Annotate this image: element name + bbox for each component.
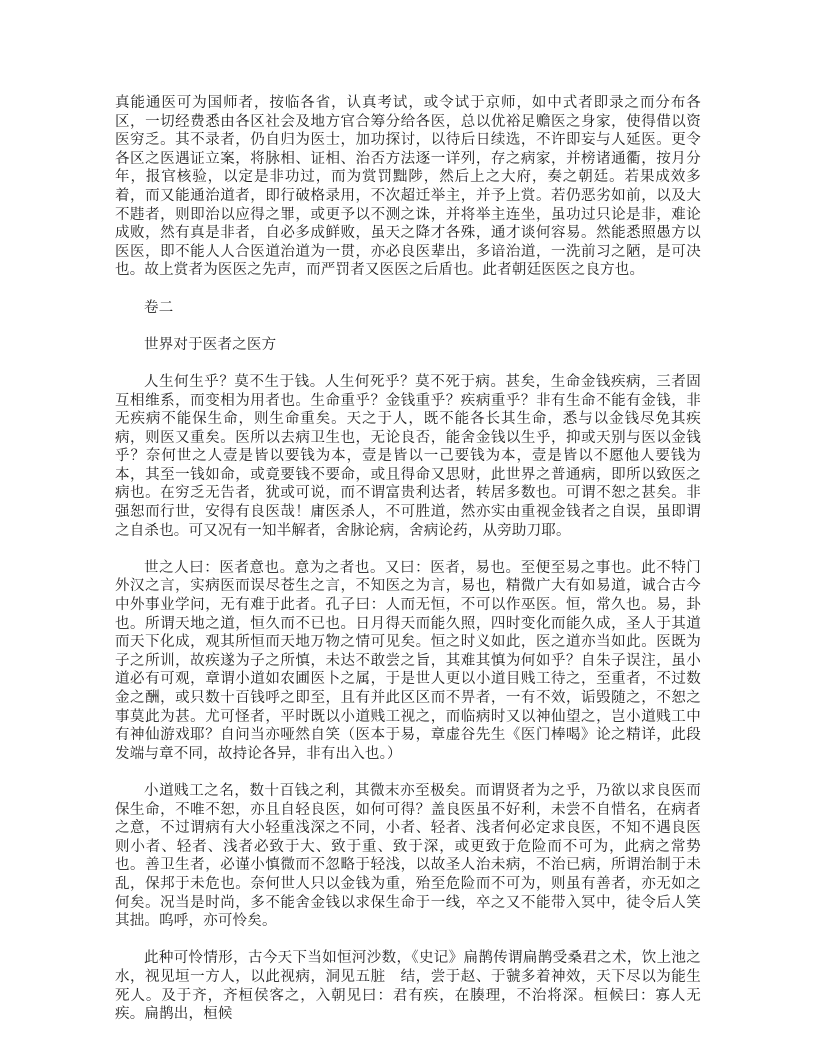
paragraph-court-remedy-continuation: 真能通医可为国师者，按临各省，认真考试，或令试于京师，如中式者即录之而分布各区，一切经费悉由各区社会及地方官合筹分给各医，总以优裕足赡医之身家，使得借以资医穷乏。其不录者，仍自归为医士，加功探讨，以待后日续选，不许即妄与人延医。更令各区之医遇证立案，将脉相、证相、治否方法逐一详列，存之病家，并榜诸通衢，按月分年，报官核验，以定是非功过，而为赏罚黜陟，然后上之大府，奏之朝廷。若果成效多着，而又能通治道者，即行破格录用，不次超迁举主，并予上赏。若仍恶劣如前，以及大不韪者，则即治以应得之罪，或更予以不测之诛，并将举主连坐，虽功过只论是非，难论成败，然有真是非者，自必多成鲜败，虽天之降才各殊，通才谈何容易。然能悉照愚方以医医，即不能人人合医道治道为一贯，亦必良医辈出，多谙治道，一洗前习之陋，是可决也。故上赏者为医医之先声，而严罚者又医医之后盾也。此者朝廷医医之良方也。 (115, 95, 701, 279)
paragraph-life-money-disease: 人生何生乎？莫不生于钱。人生何死乎？莫不死于病。甚矣，生命金钱疾病，三者固互相维系，而变相为用者也。生命重乎？金钱重乎？疾病重乎？非有生命不能有金钱，非无疾病不能保生命，则生命重矣。天之于人，既不能各长其生命，悉与以金钱尽免其疾病，则医又重矣。医所以去病卫生也，无论良否，能舍金钱以生乎，抑或天别与医以金钱乎？奈何世之人壹是皆以要钱为本，壹是皆以一己要钱为本，壹是皆以不愿他人要钱为本，其至一钱如命，或竟要钱不要命，或且得命又思财，此世界之普通病，即所以致医之病也。在穷乏无告者，犹或可说，而不谓富贵利达者，转居多数也。可谓不恕之甚矣。非强恕而行世，安得有良医哉！庸医杀人，不可胜道，然亦实由重视金钱者之自误，虽即谓之自杀也。可又况有一知半解者，舍脉论病，舍病论药，从旁助刀耶。 (115, 373, 701, 539)
paragraph-lowly-trade: 小道贱工之名，数十百钱之利，其微末亦至极矣。而谓贤者为之乎，乃欲以求良医而保生命，不唯不恕，亦且自轻良医，如何可得？盖良医虽不好利，未尝不自惜名，在病者之意，不过谓病有大小轻重浅深之不同，小者、轻者、浅者何必定求良医，不知不遇良医则小者、轻者、浅者必致于大、致于重、致于深，或更致于危险而不可为，此病之常势也。善卫生者，必谨小慎微而不忽略于轻浅，以故圣人治未病，不治已病，所谓治制于未乱，保邦于未危也。奈何世人只以金钱为重，殆至危险而不可为，则虽有善者，亦无如之何矣。况当是时尚，多不能舍金钱以求保生命于一线，卒之又不能带入冥中，徒令后人笑其拙。呜呼，亦可怜矣。 (115, 782, 701, 930)
paragraph-medicine-as-yi: 世之人曰：医者意也。意为之者也。又曰：医者，易也。至便至易之事也。此不特门外汉之言，实病医而误尽苍生之言，不知医之为言，易也，精微广大有如易道，诚合古今中外事业学问，无有难于此者。孔子曰：人而无恒，不可以作巫医。恒，常久也。易，卦也。所谓天地之道，恒久而不已也。日月得天而能久照，四时变化而能久成，圣人于其道而天下化成，观其所恒而天地万物之情可见矣。恒之时义如此，医之道亦当如此。医既为子之所训，故疾遂为子之所慎，未达不敢尝之旨，其难其慎为何如乎？自朱子误注，虽小道必有可观，章谓小道如农圃医卜之属，于是世人更以小道目贱工待之，至重者，不过数金之酬，或只数十百钱呼之即至，且有并此区区而不畀者，一有不效，诟毁随之，不恕之事莫此为甚。尤可怪者，平时既以小道贱工视之，而临病时又以神仙望之，岂小道贱工中有神仙游戏耶？自问当亦哑然自笑（医本于易，章虚谷先生《医门棒喝》论之精详，此段发端与章不同，故持论各异，非有出入也。） (115, 559, 701, 762)
heading-volume-two: 卷二 (144, 299, 174, 316)
paragraph-bianque-story: 此种可怜情形，古今天下当如恒河沙数，《史记》扁鹊传谓扁鹊受桑君之术，饮上池之水，视见垣一方人，以此视病，洞见五脏 结，尝于赵、于虢多着神效，天下尽以为能生死人。及于齐，齐桓侯客之，入朝见曰：君有疾，在腠理，不治将深。桓候曰：寡人无疾。扁鹊出，桓候 (115, 950, 701, 1023)
heading-chapter-title: 世界对于医者之医方 (144, 336, 277, 353)
document-body (115, 94, 701, 1024)
